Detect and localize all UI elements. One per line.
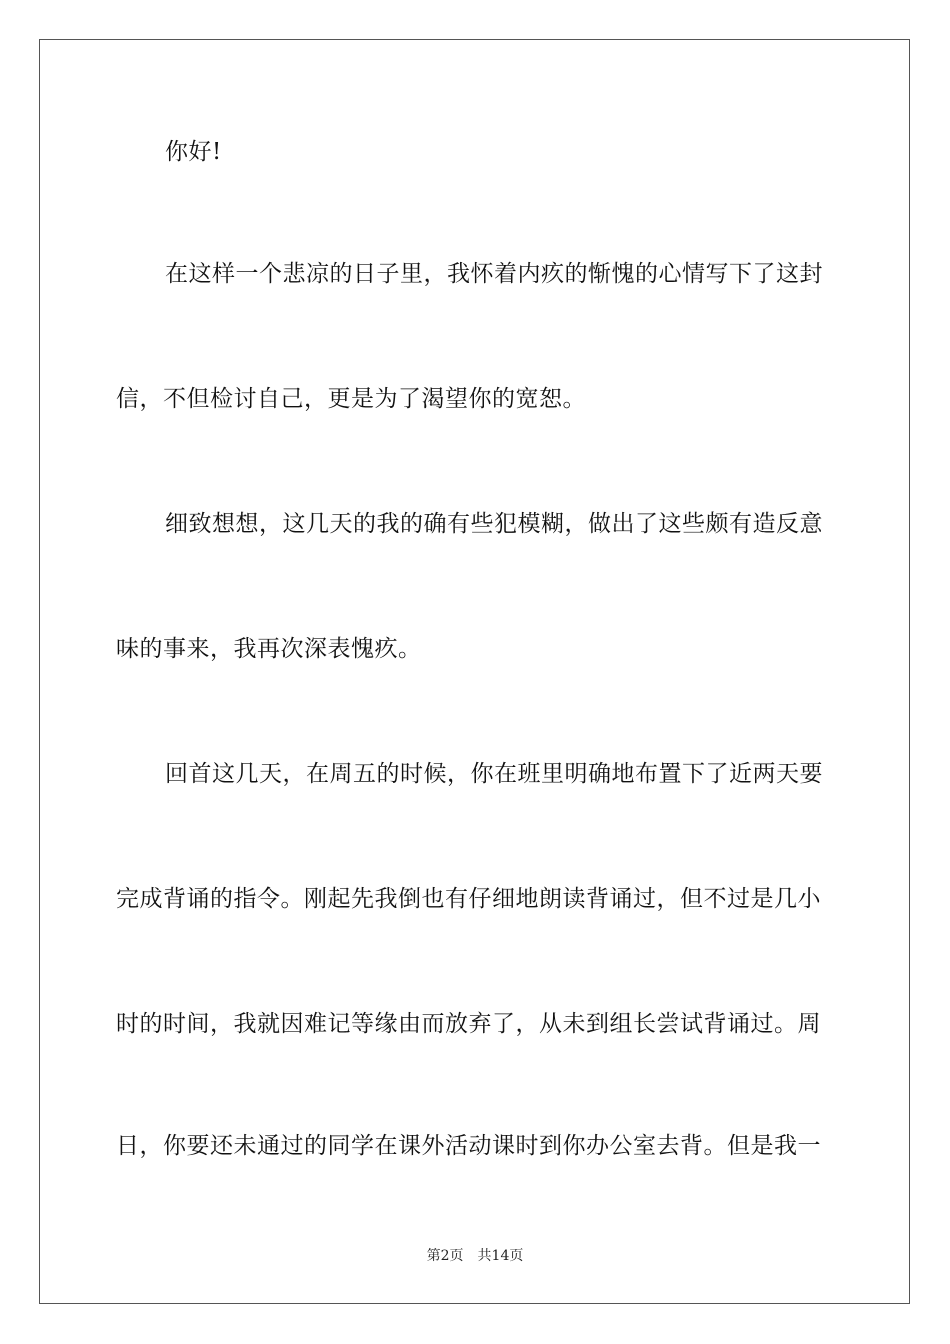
paragraph-1-line-1: 在这样一个悲凉的日子里，我怀着内疚的惭愧的心情写下了这封 [165, 261, 823, 287]
page-total: 共14页 [477, 1248, 524, 1264]
paragraph-3-line-2: 完成背诵的指令。刚起先我倒也有仔细地朗读背诵过，但不过是几小 [116, 886, 821, 912]
greeting-line: 你好! [165, 139, 222, 165]
paragraph-1-line-2: 信，不但检讨自己，更是为了渴望你的宽恕。 [116, 386, 586, 412]
page-number: 第2页 [426, 1248, 464, 1264]
paragraph-2-line-1: 细致想想，这几天的我的确有些犯模糊，做出了这些颇有造反意 [165, 511, 823, 537]
page-footer [0, 1246, 950, 1266]
paragraph-2-line-2: 味的事来，我再次深表愧疚。 [116, 636, 422, 662]
page-frame [39, 39, 910, 1304]
paragraph-3-line-3: 时的时间，我就因难记等缘由而放弃了，从未到组长尝试背诵过。周 [116, 1011, 821, 1037]
paragraph-3-line-4: 日，你要还未通过的同学在课外活动课时到你办公室去背。但是我一 [116, 1133, 821, 1159]
paragraph-3-line-1: 回首这几天，在周五的时候，你在班里明确地布置下了近两天要 [165, 761, 823, 787]
